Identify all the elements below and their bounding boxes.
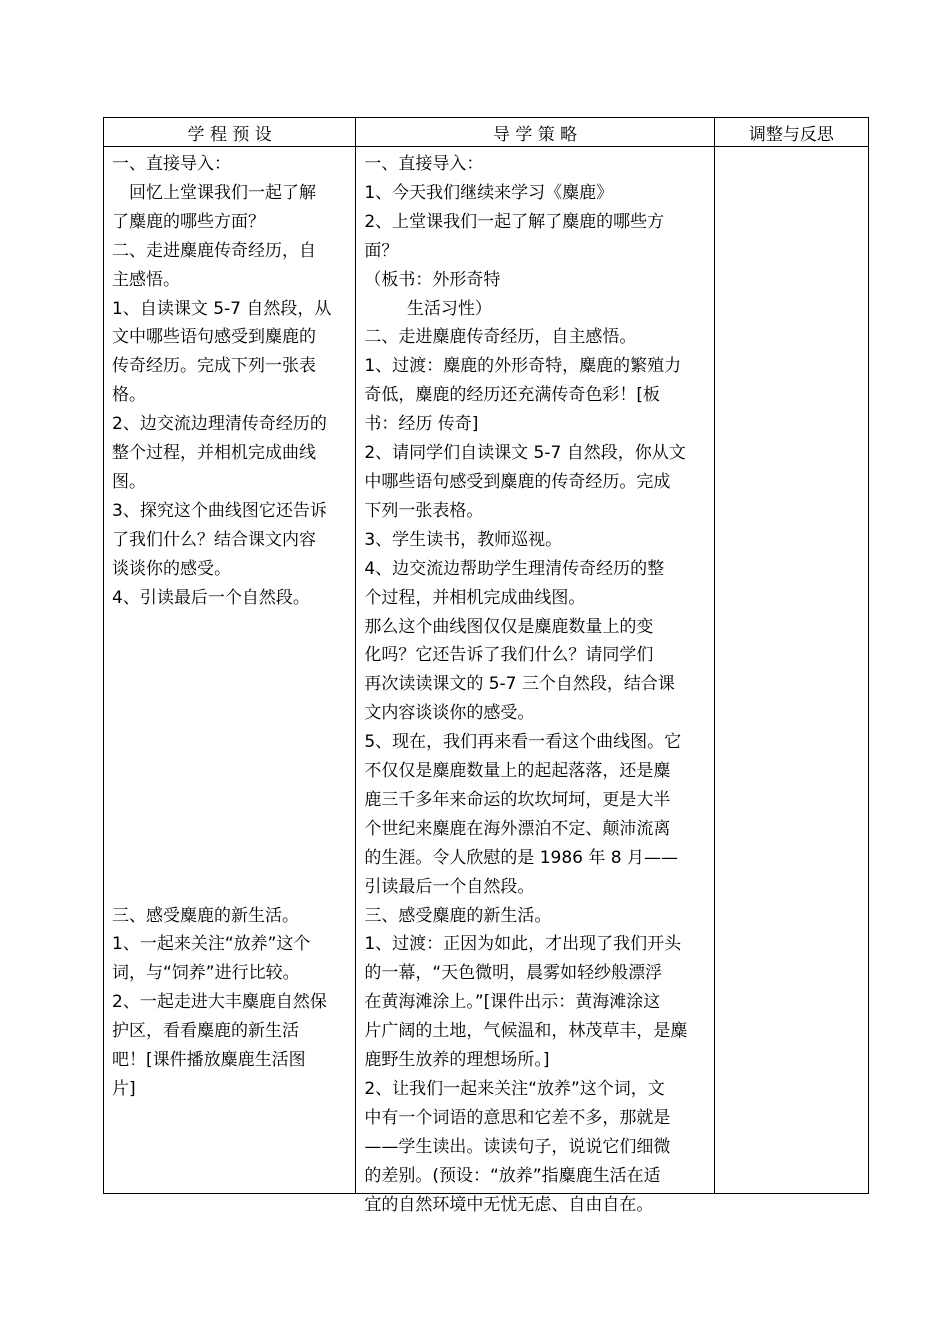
col2-line: 2、上堂课我们一起了解了麋鹿的哪些方: [364, 211, 665, 232]
col1-item-line: 片]: [112, 1078, 136, 1099]
col2-line: 化吗？它还告诉了我们什么？请同学们: [364, 645, 654, 666]
col1-item-line: 文中哪些语句感受到麋鹿的: [112, 327, 316, 348]
col1-item-line: 谈谈你的感受。: [112, 558, 231, 579]
col2-line: 那么这个曲线图仅仅是麋鹿数量上的变: [364, 616, 654, 637]
header-learning-preset: 学 程 预 设: [104, 118, 356, 147]
col1-part1-title: 一、直接导入：: [112, 154, 231, 174]
header-adjustment-reflection: 调整与反思: [714, 118, 868, 147]
col1-item-line: 了我们什么？结合课文内容: [112, 529, 316, 550]
col2-line: 书：经历 传奇]: [364, 414, 479, 435]
col2-line: 片广阔的土地，气候温和，林茂草丰，是麋: [364, 1021, 688, 1042]
col2-line: 下列一张表格。: [364, 500, 484, 521]
col2-part3-title: 三、感受麋鹿的新生活。: [364, 905, 552, 926]
col1-item-line: 4、引读最后一个自然段。: [112, 587, 310, 608]
col1-item-line: 图。: [112, 471, 146, 492]
col2-line: 5、现在，我们再来看一看这个曲线图。它: [364, 732, 682, 753]
col2-line: 的一幕，“天色微明，晨雾如轻纱般漂浮: [364, 963, 663, 984]
col1-item-line: 整个过程，并相机完成曲线: [112, 443, 316, 464]
col2-line: 面？: [364, 240, 399, 261]
col1-item-line: 传奇经历。完成下列一张表: [112, 356, 316, 377]
col2-line: 的生涯。令人欣慰的是 1986 年 8 月——: [364, 847, 679, 868]
col1-part1-line: 了麋鹿的哪些方面？: [112, 211, 265, 232]
col2-line: 再次读读课文的 5-7 三个自然段，结合课: [364, 674, 675, 695]
col1-item-line: 2、一起走进大丰麋鹿自然保: [112, 992, 327, 1013]
adjustment-reflection-cell: [714, 147, 868, 1194]
col2-line: 奇低，麋鹿的经历还充满传奇色彩！[板: [364, 385, 660, 406]
col2-line: 文内容谈谈你的感受。: [364, 703, 535, 724]
col1-part3-title: 三、感受麋鹿的新生活。: [112, 905, 299, 926]
col2-line: 鹿三千多年来命运的坎坎坷坷，更是大半: [364, 789, 671, 810]
table-body-row: [104, 147, 869, 1194]
col1-part2-title: 主感悟。: [112, 269, 180, 290]
col2-line: 3、学生读书，教师巡视。: [364, 529, 563, 550]
col2-line: 个世纪来麋鹿在海外漂泊不定、颠沛流离: [364, 818, 671, 839]
col2-line: 引读最后一个自然段。: [364, 876, 535, 897]
col2-line: 在黄海滩涂上。”[课件出示：黄海滩涂这: [364, 992, 661, 1013]
col2-board-note: 生活习性）: [406, 298, 492, 319]
col1-item-line: 词，与“饲养”进行比较。: [112, 963, 300, 984]
col2-line: 1、过渡：正因为如此，才出现了我们开头: [364, 934, 682, 955]
col2-board-note: （板书：外形奇特: [364, 269, 501, 290]
lesson-plan-table: [103, 117, 869, 1215]
col2-part2-title: 二、走进麋鹿传奇经历，自主感悟。: [364, 327, 637, 348]
col1-item-line: 格。: [112, 385, 146, 406]
col2-line: 2、请同学们自读课文 5-7 自然段，你从文: [364, 443, 686, 464]
teaching-strategy-cell: [356, 147, 714, 1215]
col1-item-line: 2、边交流边理清传奇经历的: [112, 414, 327, 435]
col2-line: 宜的自然环境中无忧无虑、自由自在。: [364, 1194, 654, 1215]
header-teaching-strategy: 导 学 策 略: [356, 118, 714, 147]
col2-line: 2、让我们一起来关注“放养”这个词，文: [364, 1079, 665, 1099]
col1-item-line: 1、一起来关注“放养”这个: [112, 934, 311, 955]
col2-line: 鹿野生放养的理想场所。]: [364, 1050, 550, 1071]
col1-item-line: 吧！[课件播放麋鹿生活图: [112, 1050, 306, 1071]
col1-part1-line: 回忆上堂课我们一起了解: [129, 182, 316, 203]
col1-item-line: 3、探究这个曲线图它还告诉: [112, 500, 327, 521]
col2-line: 1、过渡：麋鹿的外形奇特，麋鹿的繁殖力: [364, 356, 682, 377]
col1-spacer: [112, 613, 351, 902]
col2-line: 1、今天我们继续来学习《麋鹿》: [364, 182, 614, 203]
col2-line: 不仅仅是麋鹿数量上的起起落落，还是麋: [364, 761, 671, 782]
learning-preset-cell: [104, 147, 356, 1194]
table-header-row: [104, 118, 869, 147]
col1-item-line: 1、自读课文 5-7 自然段，从: [112, 298, 332, 319]
col2-line: ——学生读出。读读句子，说说它们细微: [364, 1136, 671, 1157]
col2-line: 个过程，并相机完成曲线图。: [364, 587, 586, 608]
col2-line: 中有一个词语的意思和它差不多，那就是: [364, 1107, 671, 1128]
col2-line: 4、边交流边帮助学生理清传奇经历的整: [364, 558, 665, 579]
col2-part1-title: 一、直接导入：: [364, 154, 484, 174]
col1-part2-title: 二、走进麋鹿传奇经历，自: [112, 240, 316, 261]
col2-line: 中哪些语句感受到麋鹿的传奇经历。完成: [364, 471, 671, 492]
col2-line: 的差别。(预设：“放养”指麋鹿生活在适: [364, 1165, 661, 1186]
col1-item-line: 护区，看看麋鹿的新生活: [112, 1021, 299, 1042]
